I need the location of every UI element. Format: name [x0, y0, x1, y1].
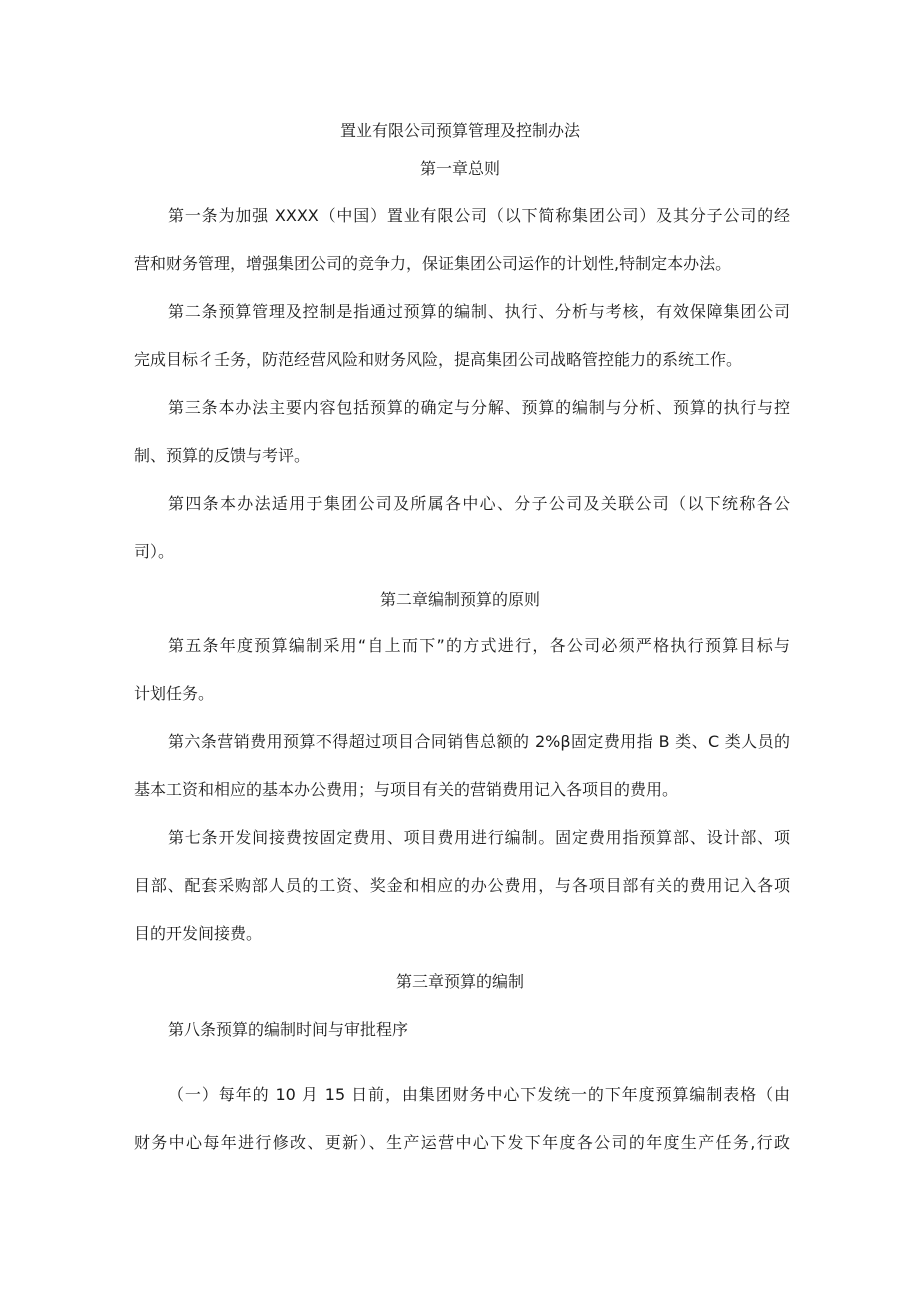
paragraph-line: 第六条营销费用预算不得超过项目合同销售总额的 2%β固定费用指 B 类、C 类人员的 [168, 732, 790, 751]
paragraph-line: 第三条本办法主要内容包括预算的确定与分解、预算的编制与分析、预算的执行与控 [168, 398, 790, 417]
paragraph-line: 营和财务管理，增强集团公司的竞争力，保证集团公司运作的计划性,特制定本办法。 [134, 254, 732, 273]
document-title: 置业有限公司预算管理及控制办法 [339, 121, 580, 140]
chapter-heading: 第一章总则 [419, 159, 500, 178]
paragraph-line: （一）每年的 10 月 15 日前，由集团财务中心下发统一的下年度预算编制表格（由 [168, 1085, 790, 1104]
paragraph-line: 第五条年度预算编制采用“自上而下”的方式进行，各公司必须严格执行预算目标与 [168, 636, 790, 655]
chapter-heading: 第二章编制预算的原则 [379, 590, 540, 609]
article-heading: 第八条预算的编制时间与审批程序 [168, 1020, 409, 1039]
paragraph-line: 第七条开发间接费按固定费用、项目费用进行编制。固定费用指预算部、设计部、项 [168, 828, 790, 847]
paragraph-line: 制、预算的反馈与考评。 [134, 446, 311, 465]
chapter-heading: 第三章预算的编制 [395, 972, 524, 991]
paragraph-line: 第二条预算管理及控制是指通过预算的编制、执行、分析与考核，有效保障集团公司 [168, 302, 790, 321]
paragraph-line: 第四条本办法适用于集团公司及所属各中心、分子公司及关联公司（以下统称各公 [168, 494, 790, 513]
paragraph-line: 财务中心每年进行修改、更新）、生产运营中心下发下年度各公司的年度生产任务,行政 [134, 1133, 790, 1152]
paragraph-line: 目部、配套采购部人员的工资、奖金和相应的办公费用，与各项目部有关的费用记入各项 [134, 876, 790, 895]
paragraph-line: 目的开发间接费。 [134, 924, 263, 943]
paragraph-line: 完成目标彳壬务，防范经营风险和财务风险，提高集团公司战略管控能力的系统工作。 [134, 350, 743, 369]
paragraph-line: 第一条为加强 XXXX（中国）置业有限公司（以下简称集团公司）及其分子公司的经 [168, 206, 790, 225]
paragraph-line: 司）。 [134, 542, 175, 561]
paragraph-line: 计划任务。 [134, 684, 215, 703]
paragraph-line: 基本工资和相应的基本办公费用；与项目有关的营销费用记入各项目的费用。 [134, 780, 679, 799]
